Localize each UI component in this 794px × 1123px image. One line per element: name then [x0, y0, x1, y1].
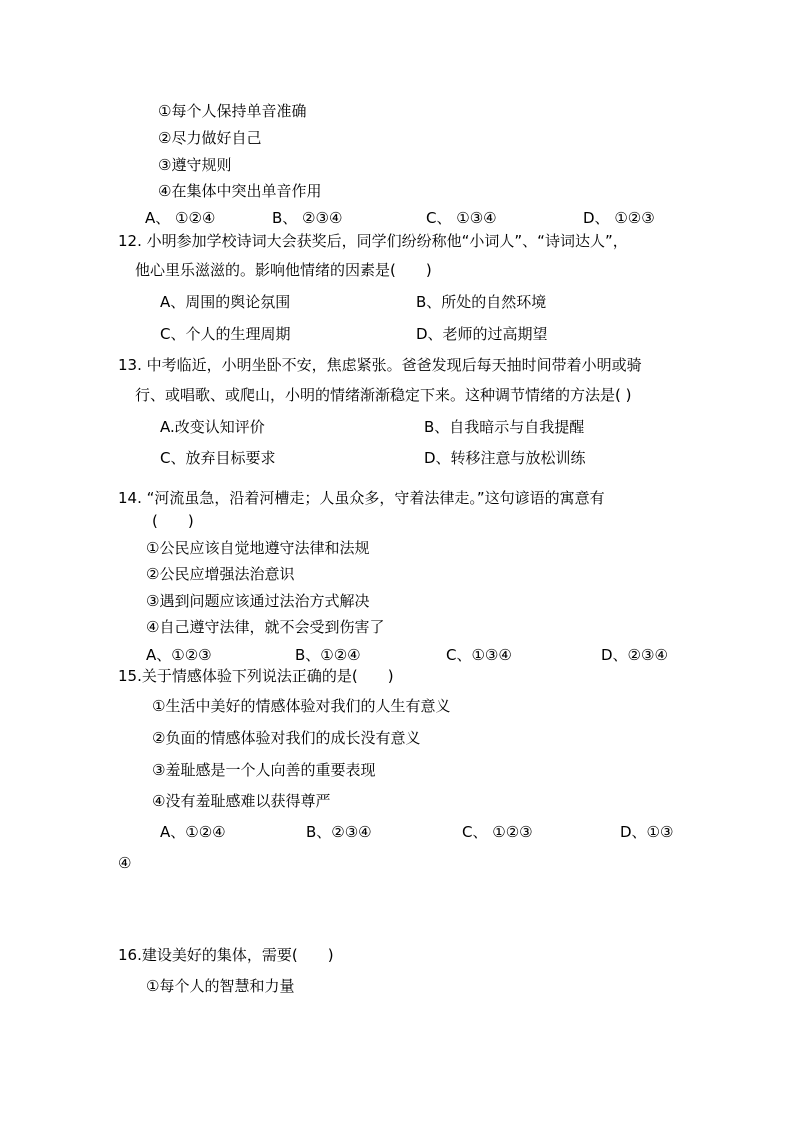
q15-item-4: ④没有羞耻感难以获得尊严: [152, 792, 331, 810]
q12-option-a: A、周围的舆论氛围: [160, 293, 291, 311]
q14-item-3: ③遇到问题应该通过法治方式解决: [146, 592, 370, 610]
q13-option-d: D、转移注意与放松训练: [424, 449, 586, 467]
q13-option-c: C、放弃目标要求: [160, 449, 276, 467]
q14-option-a: A、①②③: [146, 646, 212, 664]
q12-stem-line-1: 12. 小明参加学校诗词大会获奖后，同学们纷纷称他“小词人”、“诗词达人”，: [118, 232, 628, 250]
q14-item-4: ④自己遵守法律，就不会受到伤害了: [146, 618, 385, 636]
q16-item-1: ①每个人的智慧和力量: [146, 977, 295, 995]
q11-option-a: A、 ①②④: [145, 209, 216, 227]
q12-option-d: D、老师的过高期望: [416, 325, 548, 343]
q15-stem: 15.关于情感体验下列说法正确的是( ): [118, 667, 394, 685]
q11-option-c: C、 ①③④: [426, 209, 497, 227]
q13-option-b: B、自我暗示与自我提醒: [424, 418, 585, 436]
q14-option-c: C、①③④: [446, 646, 512, 664]
q13-option-a: A.改变认知评价: [160, 418, 265, 436]
q14-option-d: D、②③④: [601, 646, 668, 664]
q11-item-1: ①每个人保持单音准确: [158, 102, 307, 120]
q14-item-2: ②公民应增强法治意识: [146, 565, 295, 583]
q13-stem-line-1: 13. 中考临近，小明坐卧不安，焦虑紧张。爸爸发现后每天抽时间带着小明或骑: [118, 356, 642, 374]
q14-stem-line-2: ( ): [152, 512, 194, 530]
q15-option-a: A、①②④: [160, 823, 226, 841]
q11-item-3: ③遵守规则: [158, 156, 232, 174]
q14-option-b: B、①②④: [295, 646, 361, 664]
q11-item-4: ④在集体中突出单音作用: [158, 182, 322, 200]
q15-item-1: ①生活中美好的情感体验对我们的人生有意义: [152, 697, 451, 715]
q14-item-1: ①公民应该自觉地遵守法律和法规: [146, 539, 370, 557]
q11-option-b: B、 ②③④: [272, 209, 343, 227]
q15-option-c: C、 ①②③: [462, 823, 533, 841]
q15-item-2: ②负面的情感体验对我们的成长没有意义: [152, 729, 421, 747]
q16-stem: 16.建设美好的集体，需要( ): [118, 946, 334, 964]
q11-item-2: ②尽力做好自己: [158, 129, 262, 147]
q12-stem-line-2: 他心里乐滋滋的。影响他情绪的因素是( ): [135, 261, 432, 279]
q11-option-d: D、 ①②③: [583, 209, 655, 227]
q13-stem-line-2: 行、或唱歌、或爬山，小明的情绪渐渐稳定下来。这种调节情绪的方法是( ): [135, 386, 632, 404]
q12-option-b: B、所处的自然环境: [416, 293, 547, 311]
q14-stem-line-1: 14. “河流虽急，沿着河槽走；人虽众多，守着法律走。”这句谚语的寓意有: [118, 489, 605, 507]
q12-option-c: C、个人的生理周期: [160, 325, 291, 343]
q15-option-d-wrap: ④: [118, 854, 132, 872]
q15-item-3: ③羞耻感是一个人向善的重要表现: [152, 761, 376, 779]
q15-option-d: D、①③: [620, 823, 674, 841]
q15-option-b: B、②③④: [306, 823, 372, 841]
